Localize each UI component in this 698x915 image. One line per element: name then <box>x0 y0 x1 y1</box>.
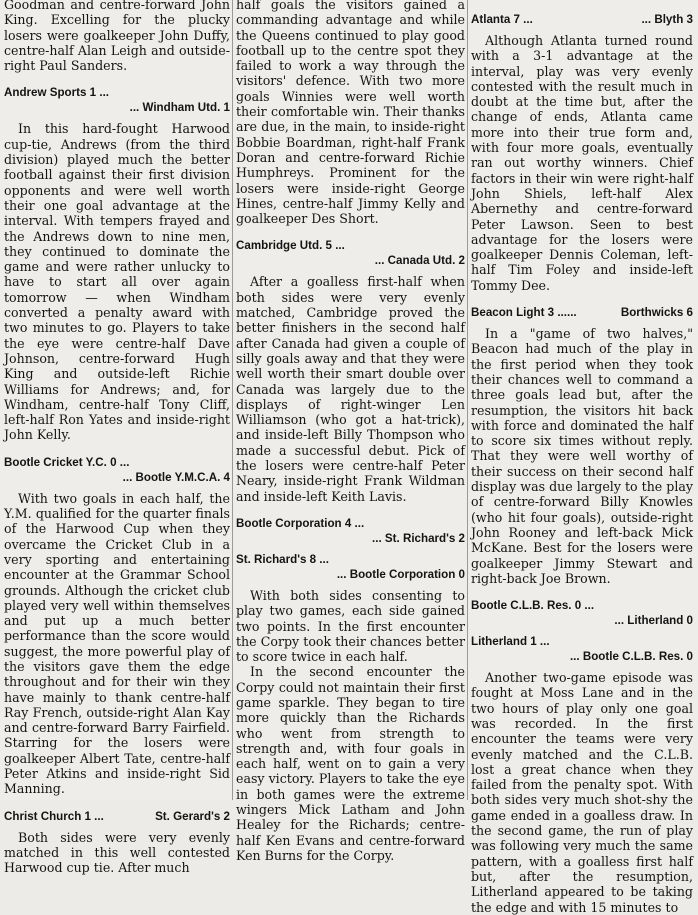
match-heading-home: Atlanta 7 ... <box>471 13 533 26</box>
match-heading-away: ... Blyth 3 <box>641 13 693 26</box>
column-rule <box>232 0 233 800</box>
column-rule <box>467 0 468 800</box>
match-heading-away: ... Windham Utd. 1 <box>129 101 230 115</box>
match-heading-away: ... Bootle Y.M.C.A. 4 <box>122 470 230 484</box>
match-heading <box>4 809 230 824</box>
match-report: Another two-game episode was fought at Moss Lane and in the two hours of play only one goal was recorded. In the first encounter the teams were very evenly matched and the C.L.B. lost a great chance when they failed from the penalty spot. With both sides very much shot-shy the game ended in a goalless draw. In the second game, the run of play was following very much the same pattern, with a goalless first half but, after the resumption, Litherland appeared to be taking the edge and with 15 minutes to <box>471 670 693 915</box>
match-heading-home: Cambridge Utd. 5 ... <box>236 239 345 253</box>
report-continuation: Goodman and centre-forward John King. Excelling for the plucky losers were goalkeeper John Duffy, centre-half Alan Leigh and outside-right Paul Sanders. <box>4 0 230 74</box>
match-heading <box>471 12 693 27</box>
match-heading-away: ... Bootle C.L.B. Res. 0 <box>569 650 693 664</box>
match-report: In the second encounter the Corpy could not maintain their first game sparkle. They began to tire more quickly than the Richards who went from strength to strength and, with four goals in each half, went on to gain a very easy victory. Players to take the eye in both games were the extreme wingers Mick Latham and John Healey for the Richards; centre-half Ken Evans and centre-forward Ken Burns for the Corpy. <box>236 664 465 863</box>
match-report: With both sides consenting to play two games, each side gained two points. In the first encounter the Corpy took their chances better to score twice in each half. <box>236 587 465 665</box>
column-2 <box>236 0 465 863</box>
column-3 <box>471 0 693 915</box>
match-heading-home: Andrew Sports 1 ... <box>4 86 110 100</box>
match-heading-home: Christ Church 1 ... <box>4 809 104 823</box>
match-heading <box>471 305 693 320</box>
match-heading-home: St. Richard's 8 ... <box>236 552 329 566</box>
match-heading-away: ... Litherland 0 <box>614 614 693 628</box>
match-heading-home: Bootle Cricket Y.C. 0 ... <box>4 455 130 469</box>
match-report: After a goalless first-half when both sides were very evenly matched, Cambridge proved the better finishers in the second half after Canada had given a couple of silly goals away and that they were well worth their smart double over Canada was largely due to the displays of right-winger Len Williamson (who got a hat-trick), and inside-left Billy Thompson who made a successful debut. Pick of the losers were centre-half Peter Neary, inside-right Frank Wildman and inside-left Keith Lavis. <box>236 274 465 504</box>
match-heading-away: ... Canada Utd. 2 <box>374 254 465 268</box>
match-report: In a "game of two halves," Beacon had much of the play in the first period when they took their chances well to command a three goals lead but, after the resumption, the visitors hit back with force and dominated the half to score six times without reply. That they were well worthy of their success on their second half display was due largely to the play of centre-forward Billy Knowles (who hit four goals), outside-right John Rooney and left-back Mick McKane. Best for the losers were goalkeeper Jimmy Stewart and right-back Joe Brown. <box>471 326 693 586</box>
column-1 <box>4 0 230 876</box>
match-heading-home: Bootle Corporation 4 ... <box>236 516 365 530</box>
match-report: Although Atlanta turned round with a 3-1 advantage at the interval, play was very evenly contested with the result much in doubt at the time but, after the change of ends, Atlanta came more into their true form and, with four more goals, eventually ran out worthy winners. Chief factors in their win were right-half John Shiels, left-half Alex Abernethy and centre-forward Peter Lawson. Seen to best advantage for the losers were goalkeeper Dennis Coleman, left-half Tim Foley and inside-left Tommy Dee. <box>471 33 693 293</box>
match-heading-away: Borthwicks 6 <box>620 306 693 320</box>
match-report: In this hard-fought Harwood cup-tie, Andrews (from the third division) played much the better football against their first division opponents and were well worth their one goal advantage at the interval. With tempers frayed and the Andrews down to nine men, they continued to dominate the game and were rather unlucky to have to start all over again tomorrow — when Windham converted a penalty award with two minutes to go. Players to take the eye were centre-half Dave Johnson, centre-forward Hugh King and outside-left Richie Williams for Andrews; and, for Windham, centre-half Tony Cliff, left-half Ron Yates and inside-right John Kelly. <box>4 121 230 443</box>
report-continuation: half goals the visitors gained a commanding advantage and while the Queens continued to play good football up to the centre spot they failed to work a way through the visitors' defence. With two more goals Winnies were well worth their comfortable win. Their thanks are due, in the main, to inside-right Bobbie Boardman, right-half Frank Doran and centre-forward Richie Humphreys. Prominent for the losers were inside-right George Hines, centre-half Jimmy Kelly and goalkeeper Des Short. <box>236 0 465 227</box>
match-heading-home: Bootle C.L.B. Res. 0 ... <box>471 599 595 613</box>
match-heading-home: Litherland 1 ... <box>471 635 550 649</box>
match-heading-away: ... Bootle Corporation 0 <box>336 567 465 581</box>
match-report: With two goals in each half, the Y.M. qualified for the quarter finals of the Harwood Cup when they overcame the Cricket Club in a very sporting and entertaining encounter at the Grammar School grounds. Although the cricket club played very well within themselves and put up a much better performance than the score would suggest, the more powerful play of the visitors gave them the edge throughout and for their win they have mainly to thank centre-half Ray French, outside-right Alan Kay and centre-forward Barry Fairfield. Starring for the losers were goalkeeper Albert Tate, centre-half Peter Atkins and inside-right Sid Manning. <box>4 490 230 797</box>
match-heading-away: St. Gerard's 2 <box>155 809 230 823</box>
match-report: Both sides were very evenly matched in this well contested Harwood cup tie. After much <box>4 829 230 876</box>
match-heading-away: ... St. Richard's 2 <box>372 531 465 545</box>
match-heading-home: Beacon Light 3 ...... <box>471 306 577 320</box>
